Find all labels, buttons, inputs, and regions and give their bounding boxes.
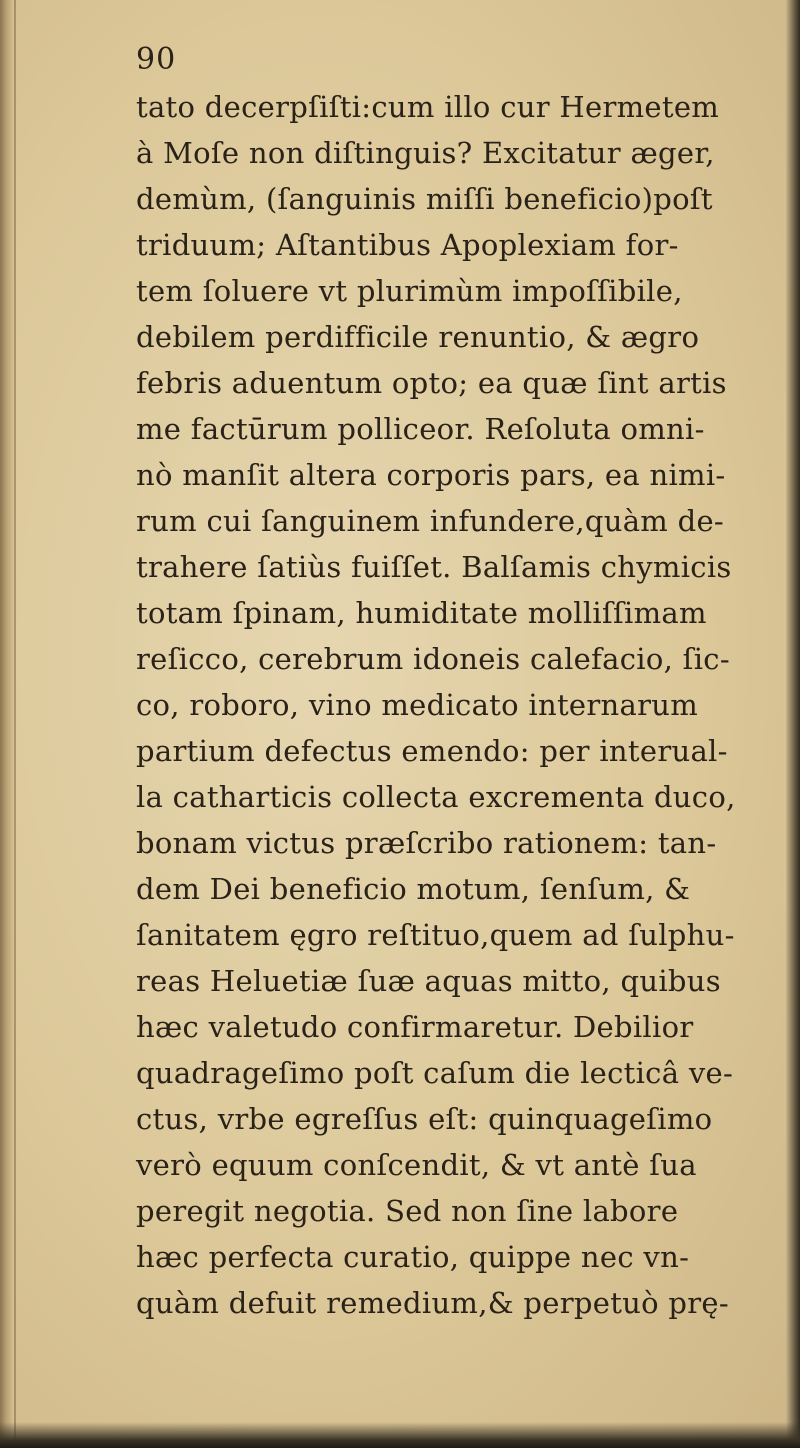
text-line: ſanitatem ęgro reſtituo,quem ad ſulphu- — [136, 918, 735, 952]
page-gutter-left — [0, 0, 14, 1448]
text-block — [136, 40, 776, 1326]
page-number: 90 — [136, 42, 177, 77]
text-line: nò manſit altera corporis pars, ea nimi- — [136, 458, 726, 492]
text-line: à Moſe non diſtinguis? Excitatur æger, — [136, 136, 715, 170]
text-line: tato decerpſiſti:cum illo cur Hermetem — [136, 90, 720, 124]
text-line: tem ſoluere vt plurimùm impoſſibile, — [136, 274, 683, 308]
text-line: dem Dei beneficio motum, ſenſum, & — [136, 872, 691, 906]
text-line: la catharticis collecta excrementa duco, — [136, 780, 736, 814]
text-line: bonam victus præſcribo rationem: tan- — [136, 826, 717, 860]
text-line: hæc perfecta curatio, quippe nec vn- — [136, 1240, 690, 1274]
text-line: partium defectus emendo: per interual- — [136, 734, 728, 768]
text-line: ctus, vrbe egreſſus eſt: quinquageſimo — [136, 1102, 713, 1136]
text-line: peregit negotia. Sed non ſine labore — [136, 1194, 679, 1228]
text-line: reſicco, cerebrum idoneis calefacio, ſic- — [136, 642, 730, 676]
gutter-line — [14, 0, 16, 1448]
text-line: triduum; Aſtantibus Apoplexiam for- — [136, 228, 679, 262]
text-line: rum cui ſanguinem infundere,quàm de- — [136, 504, 725, 538]
text-line: me factūrum polliceor. Reſoluta omni- — [136, 412, 705, 446]
text-line: totam ſpinam, humiditate molliſſimam — [136, 596, 707, 630]
text-line: quàm defuit remedium,& perpetuò prę- — [136, 1286, 729, 1320]
text-line: verò equum conſcendit, & vt antè ſua — [136, 1148, 697, 1182]
text-line: demùm, (ſanguinis miſſi beneficio)poſt — [136, 182, 713, 216]
text-line: co, roboro, vino medicato internarum — [136, 688, 699, 722]
text-line: reas Heluetiæ ſuæ aquas mitto, quibus — [136, 964, 721, 998]
text-line: quadrageſimo poſt caſum die lecticâ ve- — [136, 1056, 734, 1090]
text-line: trahere ſatiùs fuiſſet. Balſamis chymicis — [136, 550, 732, 584]
page-edge-bottom — [0, 1422, 800, 1448]
text-line: debilem perdifficile renuntio, & ægro — [136, 320, 700, 354]
text-line: febris aduentum opto; ea quæ ſint artis — [136, 366, 727, 400]
page-edge-right — [786, 0, 800, 1448]
text-line: hæc valetudo confirmaretur. Debilior — [136, 1010, 694, 1044]
